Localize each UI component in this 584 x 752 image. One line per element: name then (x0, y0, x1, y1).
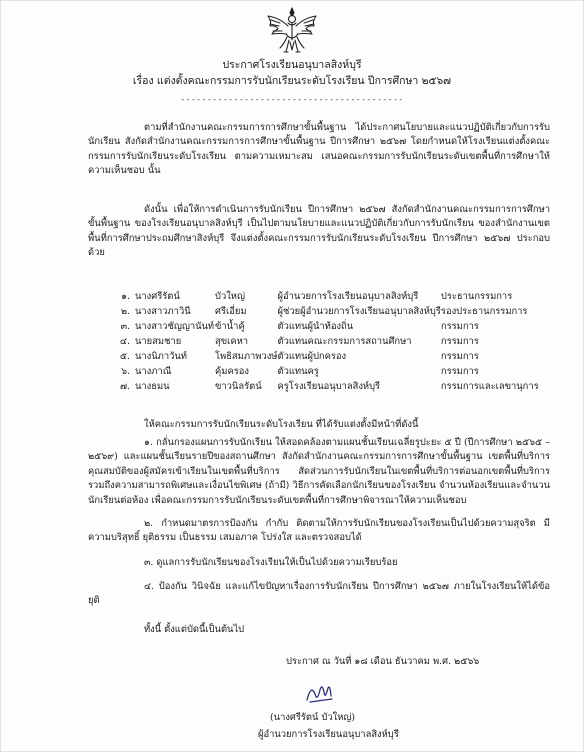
table-row (88, 349, 558, 364)
member-last-name: ขาวนิลรัตน์ (215, 381, 262, 392)
duties-intro: ให้คณะกรรมการรับนักเรียนระดับโรงเรียน ที่ได้รับแต่งตั้งมีหน้าที่ดังนี้ (144, 419, 419, 430)
announcement-title: ประกาศโรงเรียนอนุบาลสิงห์บุรี (222, 59, 362, 71)
member-number: ๓. (120, 321, 130, 332)
member-first-name: นางธมน (135, 381, 170, 392)
member-number: ๗. (119, 381, 130, 392)
member-number: ๑. (121, 291, 130, 302)
title-separator: ------------------------------------------ (180, 95, 404, 104)
member-position: ผู้ช่วยผู้อำนวยการโรงเรียนอนุบาลสิงห์บุรี (277, 306, 441, 317)
garuda-emblem-icon (262, 4, 322, 56)
handwritten-signature-icon (303, 680, 337, 708)
member-position: ครูโรงเรียนอนุบาลสิงห์บุรี (277, 381, 381, 392)
member-number: ๖. (121, 366, 130, 377)
table-row (88, 289, 558, 304)
duty-item: ๔. ป้องกัน วินิจฉัย และแก้ไขปัญหาเรื่องการรับนักเรียน ปีการศึกษา ๒๕๖๗ ภายในโรงเรียนให้ได้ข้อยุติ (88, 581, 550, 607)
member-first-name: นายสมชาย (135, 336, 182, 347)
appointment-paragraph: ดังนั้น เพื่อให้การดำเนินการรับนักเรียน ปีการศึกษา ๒๕๖๗ สังกัดสำนักงานคณะกรรมการการศึกษาขั้นพื้นฐาน ของโรงเรียนอนุบาลสิงห์บุรี เป็นไปตามนโยบายและแนวปฏิบัติเกี่ยวกับการรับนักเรียน ของสำนักงานเขตพื้นที่การศึกษาประถมศึกษาสิงห์บุรี จึงแต่งตั้งคณะกรรมการรับนักเรียนระดับโรงเรียน ปีการศึกษา ๒๕๖๗ ประกอบด้วย (88, 204, 550, 259)
duty-item: ๓. ดูแลการรับนักเรียนของโรงเรียนให้เป็นไปด้วยความเรียบร้อย (144, 557, 398, 568)
duty-item: ๒. กำหนดมาตรการป้องกัน กำกับ ติดตามให้การรับนักเรียนของโรงเรียนเป็นไปด้วยความสุจริต มีความบริสุทธิ์ ยุติธรรม เป็นธรรม เสมอภาค โปร่งใส และตรวจสอบได้ (88, 518, 550, 544)
member-last-name: ข้าน้ำคู้ (215, 321, 245, 332)
signer-name: (นางศรีรัตน์ บัวใหญ่) (270, 712, 356, 723)
member-last-name: สุขเคหา (215, 336, 249, 347)
member-number: ๕. (119, 351, 130, 362)
table-row (88, 379, 558, 394)
member-last-name: โพธิสมภาพวงษ์ (215, 351, 278, 362)
member-role: กรรมการ (440, 336, 479, 347)
member-first-name: นางสาวภาวินี (135, 306, 191, 317)
intro-paragraph: ตามที่สำนักงานคณะกรรมการการศึกษาขั้นพื้นฐาน ได้ประกาศนโยบายและแนวปฏิบัติเกี่ยวกับการรับนักเรียน สังกัดสำนักงานคณะกรรมการการศึกษาขั้นพื้นฐาน ปีการศึกษา ๒๕๖๗ โดยกำหนดให้โรงเรียนแต่งตั้งคณะกรรมการรับนักเรียนระดับโรงเรียน ตามความเหมาะสม เสนอคณะกรรมการรับนักเรียนระดับเขตพื้นที่การศึกษาให้ความเห็นชอบ นั้น (88, 122, 550, 177)
member-position: ตัวแทนคณะกรรมการสถานศึกษา (277, 336, 412, 347)
effective-clause: ทั้งนี้ ตั้งแต่บัดนี้เป็นต้นไป (144, 624, 245, 635)
member-number: ๔. (119, 336, 130, 347)
member-last-name: ศรีเอี่ยม (215, 306, 247, 317)
announcement-date: ประกาศ ณ วันที่ ๑๘ เดือน ธันวาคม พ.ศ. ๒๕๖๖ (286, 656, 480, 667)
member-last-name: คุ้มครอง (215, 366, 249, 377)
table-row (88, 319, 558, 334)
table-row (88, 334, 558, 349)
member-position: ผู้อำนวยการโรงเรียนอนุบาลสิงห์บุรี (277, 291, 419, 302)
member-role: กรรมการ (440, 351, 479, 362)
announcement-subject: เรื่อง แต่งตั้งคณะกรรมการรับนักเรียนระดับโรงเรียน ปีการศึกษา ๒๕๖๗ (132, 75, 452, 87)
member-first-name: นางศรีรัตน์ (135, 291, 180, 302)
signer-position: ผู้อำนวยการโรงเรียนอนุบาลสิงห์บุรี (258, 729, 399, 740)
member-first-name: นางสาวชัญญานันท์ (135, 321, 215, 332)
member-first-name: นางนิภาวันท์ (135, 351, 187, 362)
table-row (88, 364, 558, 379)
member-first-name: นางภาณี (135, 366, 172, 377)
member-last-name: บัวใหญ่ (215, 291, 245, 302)
committee-member-table (88, 289, 558, 394)
member-role: กรรมการและเลขานุการ (440, 381, 539, 392)
member-role: รองประธานกรรมการ (440, 306, 528, 317)
table-row (88, 304, 558, 319)
member-role: กรรมการ (440, 321, 479, 332)
member-position: ตัวแทนครู (277, 366, 319, 377)
duty-item: ๑. กลั่นกรองแผนการรับนักเรียน ให้สอดคล้องตามแผนชั้นเรียนเฉลี่ยรูปะยะ ๕ ปี (ปีการศึกษา ๒๕๖๕ – ๒๕๖๙) และแผนชั้นเรียนรายปีของสถานศึกษา สังกัดสำนักงานคณะกรรมการการศึกษาขั้นพื้นฐาน เขตพื้นที่บริการ คุณสมบัติของผู้สมัครเข้าเรียนในเขตพื้นที่บริการ สัดส่วนการรับนักเรียนในเขตพื้นที่บริการต่อนอกเขตพื้นที่บริการ รวมถึงความสามารถพิเศษและเงื่อนไขพิเศษ (ถ้ามี) วิธีการคัดเลือกนักเรียนของโรงเรียน จำนวนห้องเรียนและจำนวนนักเรียนต่อห้อง เพื่อคณะกรรมการรับนักเรียนระดับเขตพื้นที่การศึกษาพิจารณาให้ความเห็นชอบ (88, 437, 550, 506)
member-role: ประธานกรรมการ (440, 291, 513, 302)
member-position: ตัวแทนผู้ปกครอง (277, 351, 347, 362)
member-role: กรรมการ (440, 366, 479, 377)
member-number: ๒. (120, 306, 130, 317)
member-position: ตัวแทนผู้นำท้องถิ่น (277, 321, 354, 332)
